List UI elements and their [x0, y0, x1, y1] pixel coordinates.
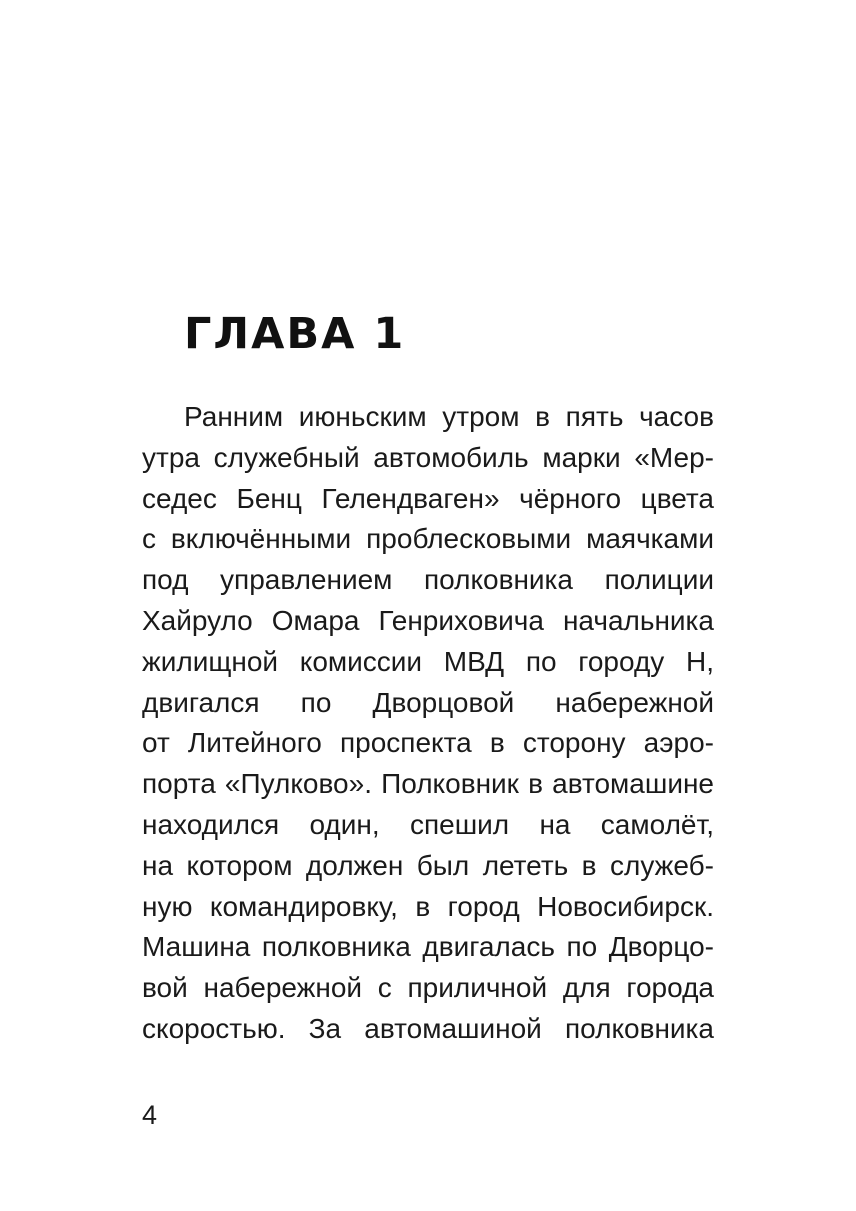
text-line: утра служебный автомобиль марки «Мер- [142, 441, 714, 473]
text-line: скоростью. За автомашиной полковника [142, 1012, 714, 1044]
text-line: от Литейного проспекта в сторону аэро- [142, 727, 714, 759]
body-paragraph [142, 397, 714, 1050]
text-line: на котором должен был лететь в служеб- [142, 849, 714, 881]
text-line: под управлением полковника полиции [142, 564, 714, 596]
text-line: порта «Пулково». Полковник в автомашине [142, 768, 714, 800]
page-number: 4 [142, 1100, 158, 1130]
text-line: жилищной комиссии МВД по городу Н, [142, 645, 714, 677]
chapter-title: ГЛАВА 1 [184, 309, 406, 359]
text-line: Ранним июньским утром в пять часов [184, 401, 714, 432]
text-line: седес Бенц Гелендваген» чёрного цвета [142, 482, 714, 514]
text-line: Хайруло Омара Генриховича начальника [142, 604, 714, 636]
text-line: Машина полковника двигалась по Дворцо- [142, 931, 714, 963]
text-line: вой набережной с приличной для города [142, 972, 714, 1004]
text-line: ную командировку, в город Новосибирск. [142, 890, 714, 922]
text-line: двигался по Дворцовой набережной [142, 686, 714, 718]
text-line: с включёнными проблесковыми маячками [142, 523, 714, 555]
text-line: находился один, спешил на самолёт, [142, 808, 714, 840]
